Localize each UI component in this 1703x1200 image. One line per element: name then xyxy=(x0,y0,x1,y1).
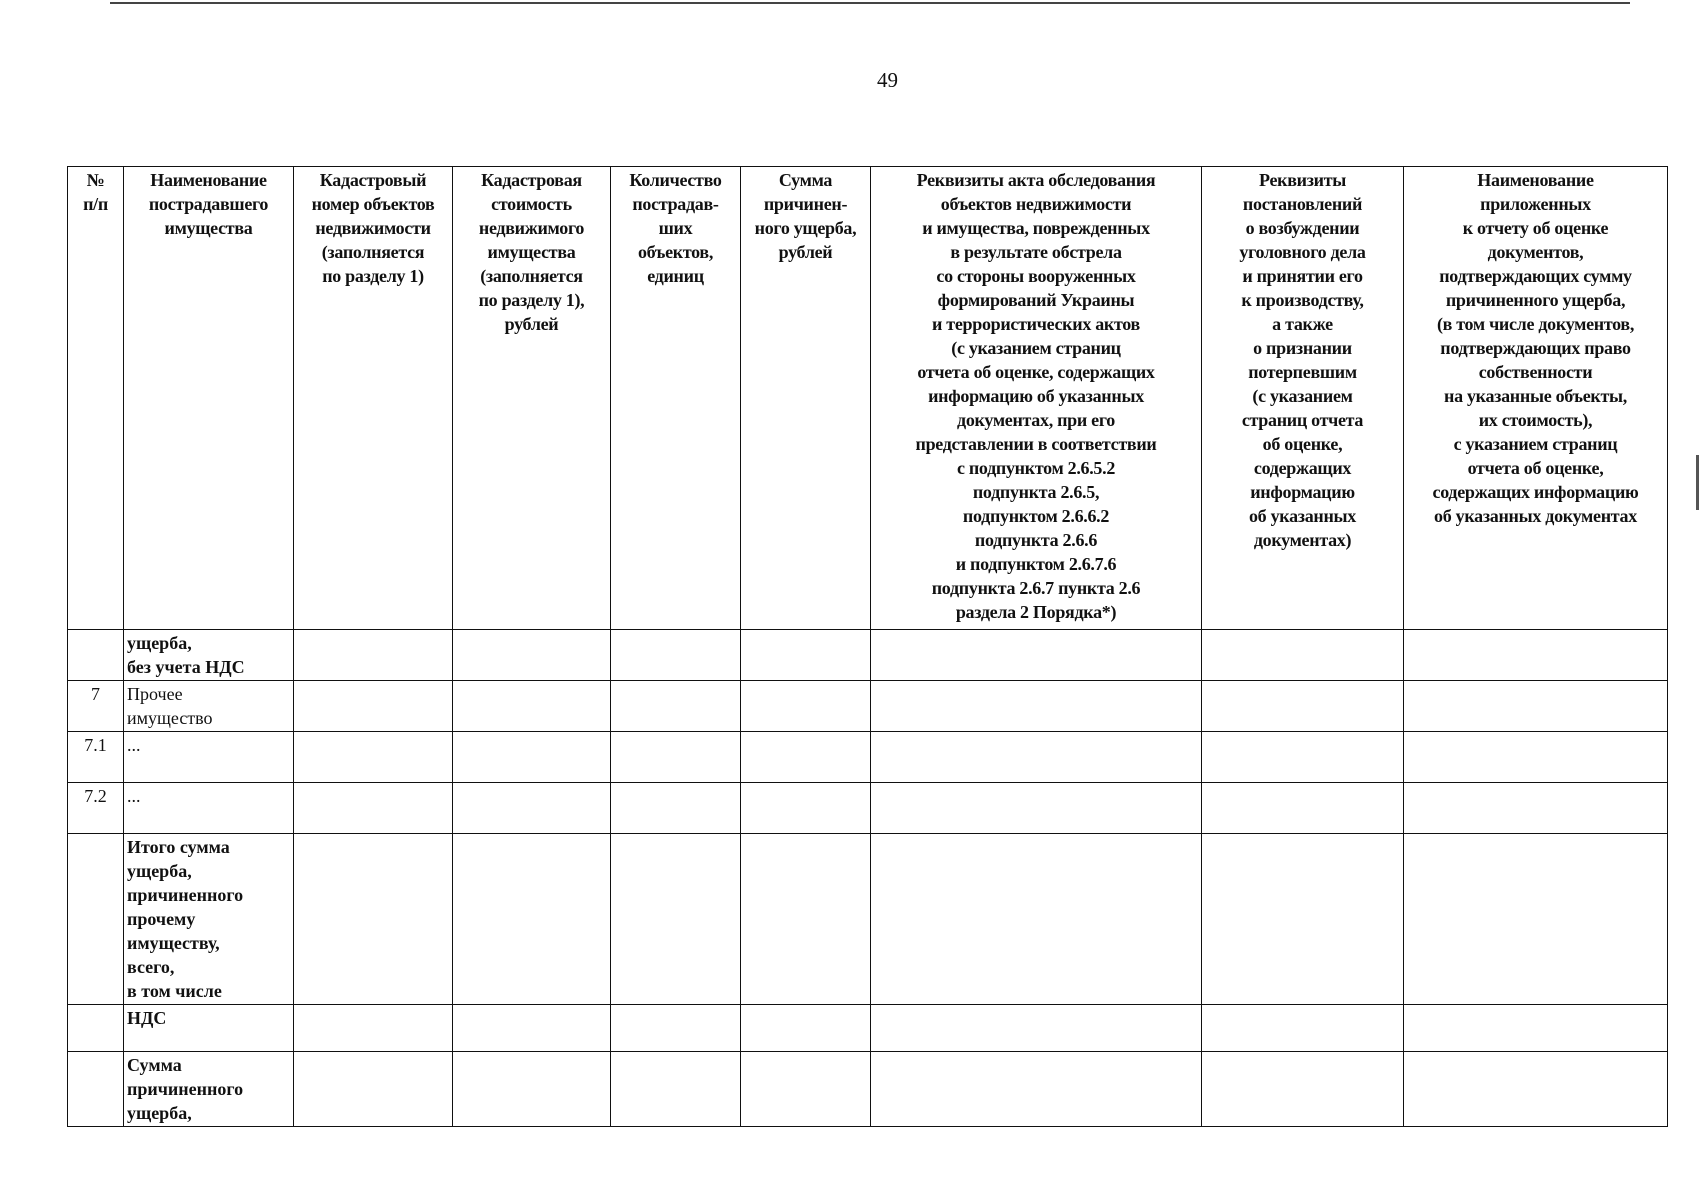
header-cell-object-count xyxy=(611,167,741,630)
table-row xyxy=(68,1052,1668,1127)
header-row xyxy=(68,167,1668,630)
row-number-cell xyxy=(68,630,124,681)
empty-cell xyxy=(294,1005,453,1052)
header-cell-resolutions xyxy=(1202,167,1404,630)
row-number-cell: 7.1 xyxy=(68,732,124,783)
header-cell-damage-sum xyxy=(741,167,871,630)
empty-cell xyxy=(611,732,741,783)
top-rule xyxy=(110,2,1630,4)
empty-cell xyxy=(871,630,1202,681)
row-name-cell: ущерба, без учета НДС xyxy=(124,630,294,681)
empty-cell xyxy=(611,1005,741,1052)
row-name-cell: Сумма причиненного ущерба, xyxy=(124,1052,294,1127)
header-cadastral-value-label: Кадастровая стоимость недвижимого имущества (заполняется по разделу 1), рублей xyxy=(478,170,585,334)
table-row xyxy=(68,681,1668,732)
header-cell-cadastral-number xyxy=(294,167,453,630)
header-cell-number xyxy=(68,167,124,630)
empty-cell xyxy=(871,1052,1202,1127)
table-row xyxy=(68,834,1668,1005)
damage-report-table xyxy=(67,166,1668,1127)
empty-cell xyxy=(453,834,611,1005)
empty-cell xyxy=(871,783,1202,834)
empty-cell xyxy=(294,630,453,681)
empty-cell xyxy=(1202,1052,1404,1127)
table-row xyxy=(68,783,1668,834)
empty-cell xyxy=(1404,732,1668,783)
row-name-cell: ... xyxy=(124,732,294,783)
header-resolutions-label: Реквизиты постановлений о возбуждении уголовного дела и принятии его к производству, а также о признании потерпевшим (с указанием страниц отчета об оценке, содержащих информацию об указанных документах) xyxy=(1239,170,1366,550)
empty-cell xyxy=(611,630,741,681)
table-row xyxy=(68,732,1668,783)
empty-cell xyxy=(741,681,871,732)
empty-cell xyxy=(1404,834,1668,1005)
empty-cell xyxy=(453,630,611,681)
empty-cell xyxy=(741,1052,871,1127)
empty-cell xyxy=(1202,1005,1404,1052)
empty-cell xyxy=(741,834,871,1005)
empty-cell xyxy=(294,783,453,834)
header-inspection-act-label: Реквизиты акта обследования объектов недвижимости и имущества, поврежденных в результате обстрела со стороны вооруженных формирований Украины и террористических актов (с указанием страниц отчета об оценке, содержащих информацию об указанных документах, при его представлении в соответствии с подпунктом 2.6.5.2 подпункта 2.6.5, подпунктом 2.6.6.2 подпункта 2.6.6 и подпунктом 2.6.7.6 подпункта 2.6.7 пункта 2.6 раздела 2 Порядка*) xyxy=(915,170,1157,622)
header-cell-attached-documents xyxy=(1404,167,1668,630)
empty-cell xyxy=(741,1005,871,1052)
header-cadastral-number-label: Кадастровый номер объектов недвижимости (заполняется по разделу 1) xyxy=(311,170,435,286)
header-cell-property-name xyxy=(124,167,294,630)
empty-cell xyxy=(453,1005,611,1052)
header-object-count-label: Количество пострадав- ших объектов, единиц xyxy=(629,170,722,286)
empty-cell xyxy=(294,1052,453,1127)
empty-cell xyxy=(741,630,871,681)
empty-cell xyxy=(294,732,453,783)
empty-cell xyxy=(871,1005,1202,1052)
empty-cell xyxy=(294,834,453,1005)
empty-cell xyxy=(741,783,871,834)
empty-cell xyxy=(611,681,741,732)
row-number-cell xyxy=(68,834,124,1005)
empty-cell xyxy=(611,1052,741,1127)
empty-cell xyxy=(1404,630,1668,681)
header-damage-sum-label: Сумма причинен- ного ущерба, рублей xyxy=(754,170,857,262)
row-name-cell: ... xyxy=(124,783,294,834)
scan-edge-mark xyxy=(1696,455,1699,510)
empty-cell xyxy=(1202,783,1404,834)
empty-cell xyxy=(1404,1005,1668,1052)
table-row xyxy=(68,630,1668,681)
empty-cell xyxy=(1404,681,1668,732)
header-number-label: № п/п xyxy=(83,170,108,214)
empty-cell xyxy=(741,732,871,783)
row-number-cell xyxy=(68,1052,124,1127)
empty-cell xyxy=(1404,1052,1668,1127)
empty-cell xyxy=(871,834,1202,1005)
empty-cell xyxy=(453,783,611,834)
empty-cell xyxy=(1202,834,1404,1005)
header-cell-cadastral-value xyxy=(453,167,611,630)
empty-cell xyxy=(453,732,611,783)
row-name-cell: Итого сумма ущерба, причиненного прочему имуществу, всего, в том числе xyxy=(124,834,294,1005)
header-cell-inspection-act xyxy=(871,167,1202,630)
empty-cell xyxy=(453,1052,611,1127)
empty-cell xyxy=(611,834,741,1005)
empty-cell xyxy=(1202,681,1404,732)
empty-cell xyxy=(294,681,453,732)
row-name-cell: Прочее имущество xyxy=(124,681,294,732)
empty-cell xyxy=(611,783,741,834)
empty-cell xyxy=(871,681,1202,732)
row-number-cell: 7.2 xyxy=(68,783,124,834)
empty-cell xyxy=(1202,732,1404,783)
empty-cell xyxy=(1202,630,1404,681)
page-number: 49 xyxy=(877,68,898,92)
table-row xyxy=(68,1005,1668,1052)
empty-cell xyxy=(453,681,611,732)
header-property-name-label: Наименование пострадавшего имущества xyxy=(148,170,269,238)
row-number-cell xyxy=(68,1005,124,1052)
empty-cell xyxy=(1404,783,1668,834)
header-attached-documents-label: Наименование приложенных к отчету об оценке документов, подтверждающих сумму причиненного ущерба, (в том числе документов, подтверждающих право собственности на указанные объекты, их стоимость), с указанием страниц отчета об оценке, содержащих информацию об указанных документах xyxy=(1432,170,1639,526)
empty-cell xyxy=(871,732,1202,783)
row-name-cell: НДС xyxy=(124,1005,294,1052)
row-number-cell: 7 xyxy=(68,681,124,732)
